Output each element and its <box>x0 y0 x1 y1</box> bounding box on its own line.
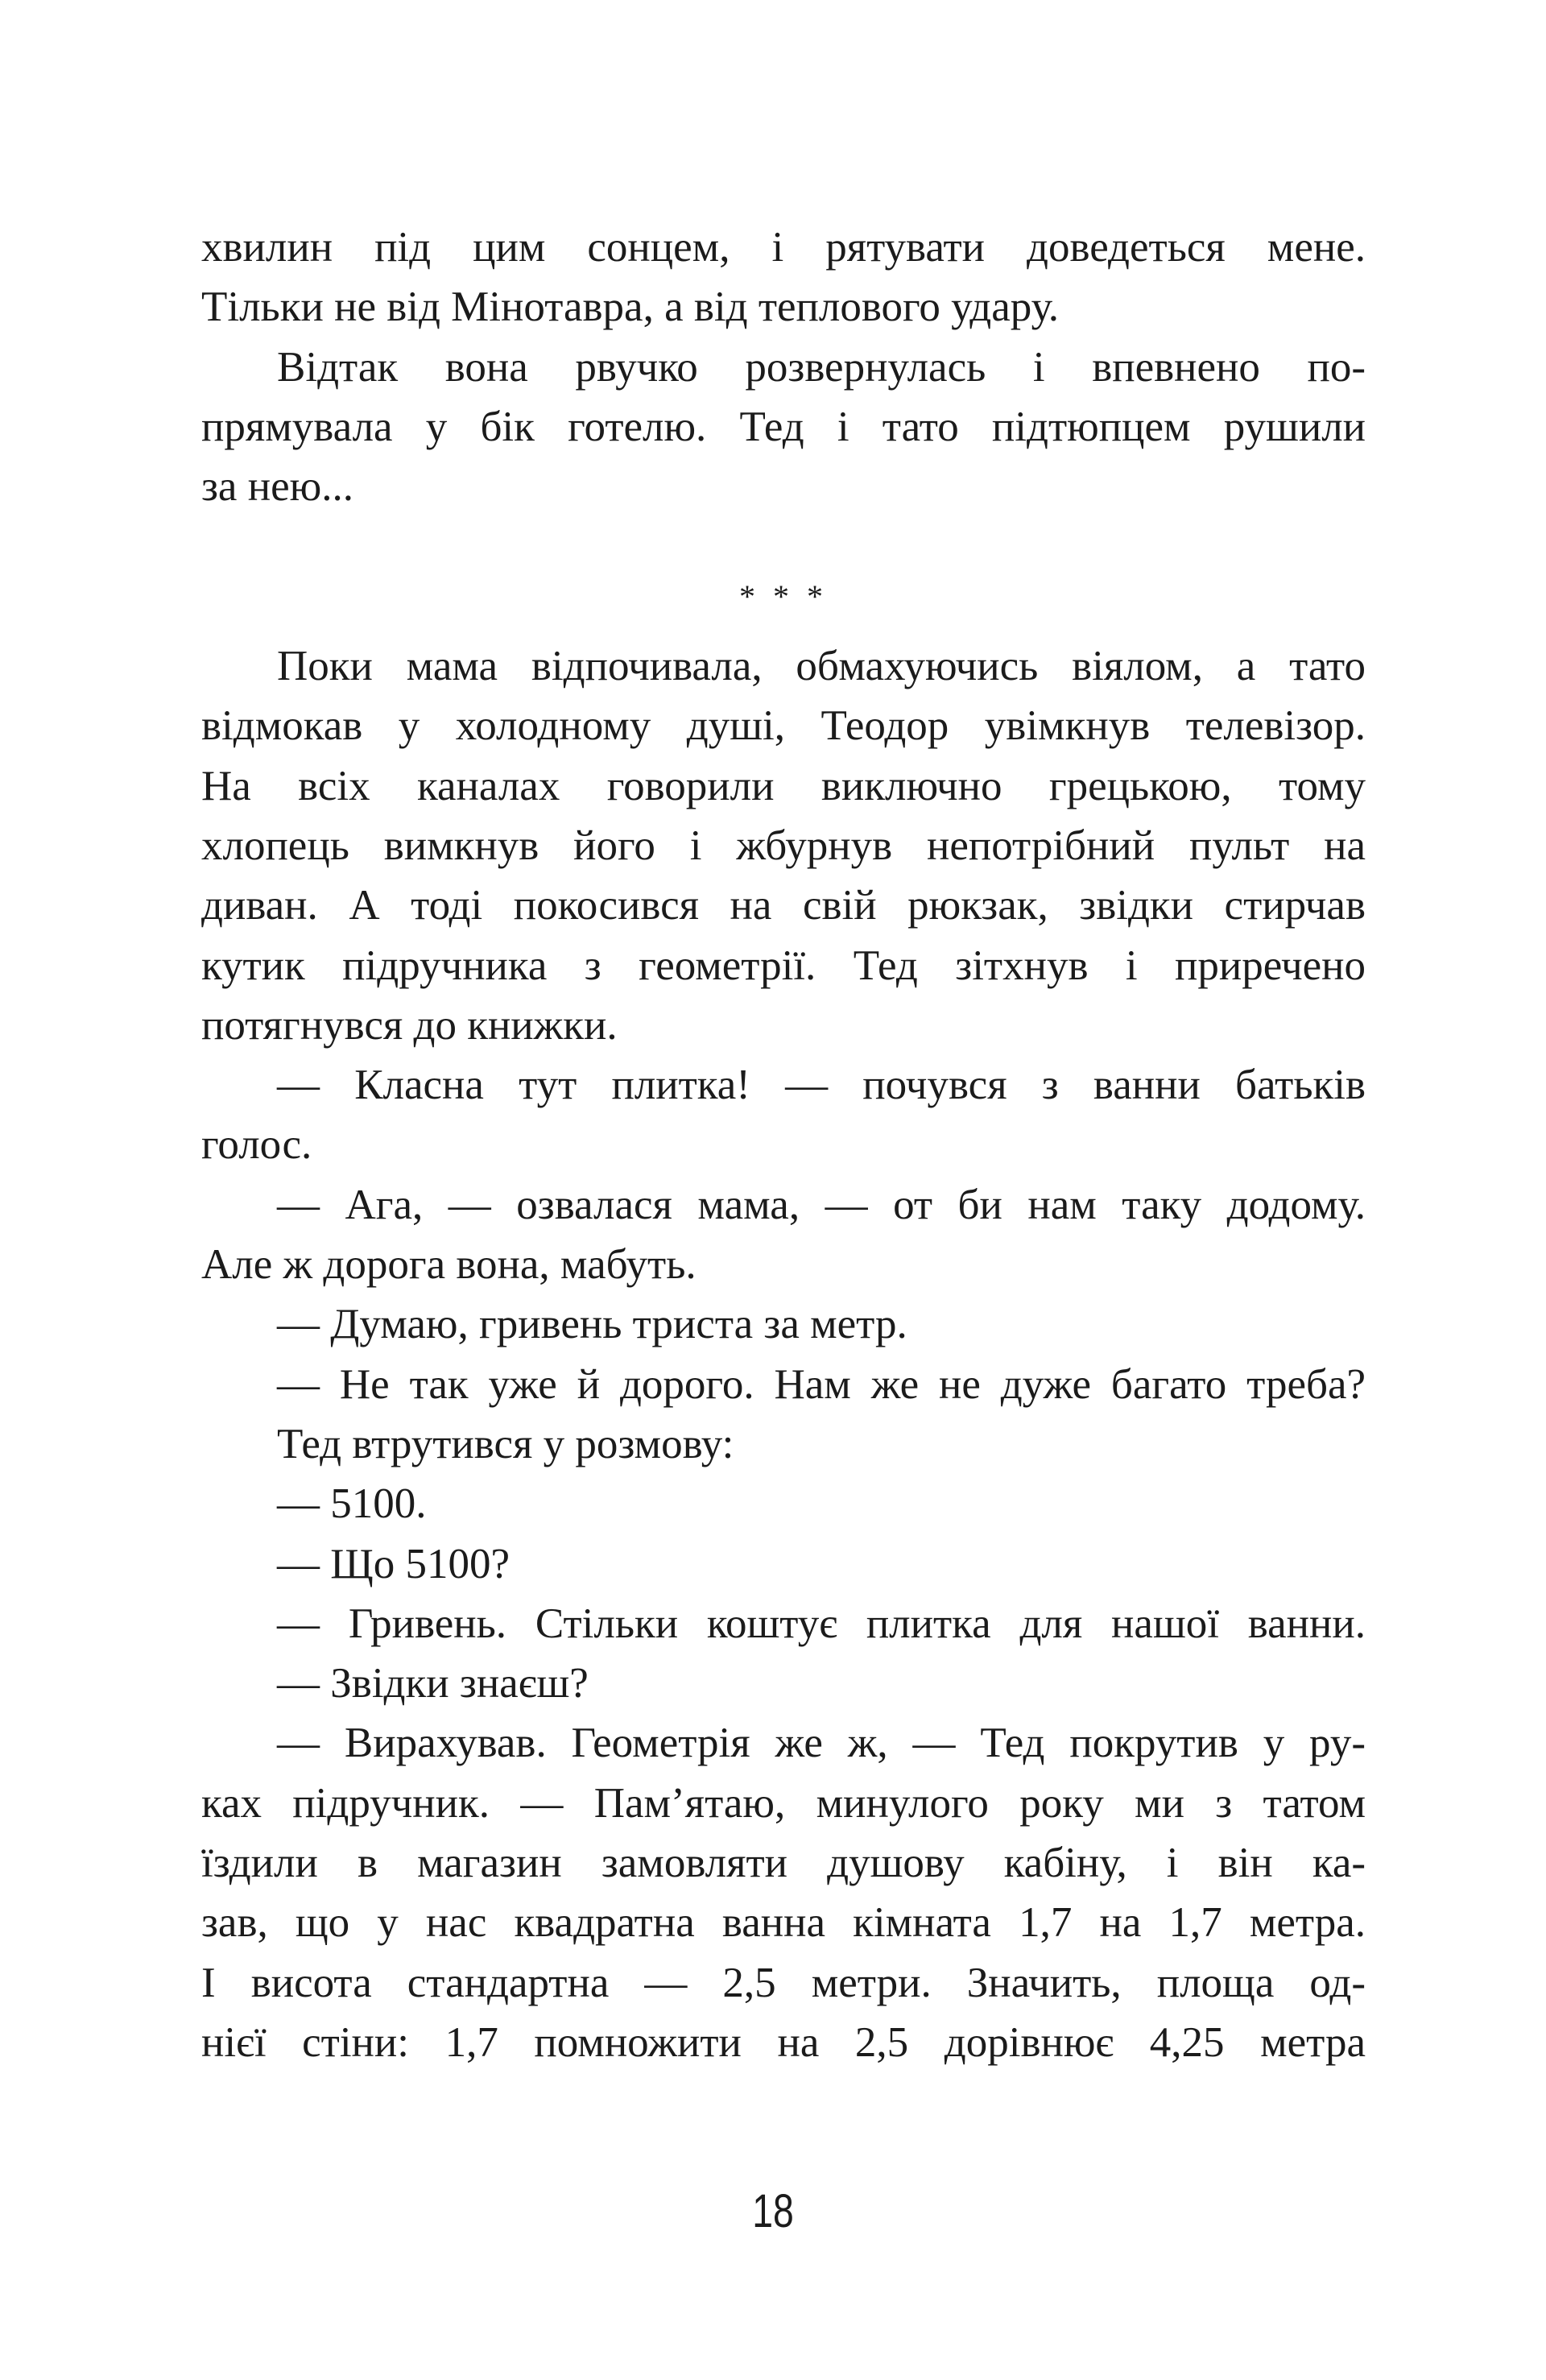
text-line: Поки мама відпочивала, обмахуючись віялом, а тато <box>277 643 1366 690</box>
page-number: 18 <box>752 2185 794 2237</box>
text-line: нієї стіни: 1,7 помножити на 2,5 дорівнює 4,25 метра <box>201 2018 1366 2066</box>
text-line: прямувала у бік готелю. Тед і тато підтюпцем рушили <box>201 403 1366 450</box>
text-line: їздили в магазин замовляти душову кабіну, і він ка- <box>201 1840 1366 1887</box>
text-line: голос. <box>201 1121 312 1169</box>
text-line: Але ж дорога вона, мабуть. <box>201 1241 697 1289</box>
text-line: Відтак вона рвучко розвернулась і впевнено по- <box>277 343 1366 391</box>
text-line: Тед втрутився у розмову: <box>277 1420 734 1467</box>
text-line: — Думаю, гривень триста за метр. <box>277 1301 907 1348</box>
text-line: — Гривень. Стільки коштує плитка для нашої ванни. <box>277 1600 1366 1647</box>
text-line: — Вирахував. Геометрія же ж, — Тед покрутив у ру- <box>277 1720 1366 1767</box>
text-line: кутик підручника з геометрії. Тед зітхнув і приречено <box>201 942 1366 989</box>
text-line: за нею... <box>201 463 353 511</box>
text-line: — Звідки знаєш? <box>277 1660 589 1707</box>
section-separator: * * * <box>739 578 828 615</box>
text-line: — Ага, — озвалася мама, — от би нам таку додому. <box>277 1181 1366 1228</box>
text-line: Тільки не від Мінотавра, а від теплового удару. <box>201 284 1060 331</box>
text-line: — Не так уже й дорого. Нам же не дуже багато треба? <box>277 1360 1366 1408</box>
text-line: ках підручник. — Пам’ятаю, минулого року ми з татом <box>201 1779 1366 1827</box>
text-line: На всіх каналах говорили виключно грецькою, тому <box>201 762 1366 809</box>
page-body <box>201 217 1366 2072</box>
text-line: І висота стандартна — 2,5 метри. Значить, площа од- <box>201 1959 1366 2006</box>
text-line: — Класна тут плитка! — почувся з ванни батьків <box>277 1062 1366 1109</box>
text-line: — Що 5100? <box>277 1540 510 1587</box>
text-line: хвилин під цим сонцем, і рятувати доведеться мене. <box>201 224 1366 271</box>
text-line: зав, що у нас квадратна ванна кімната 1,7 на 1,7 метра. <box>201 1899 1366 1947</box>
text-line: диван. А тоді покосився на свій рюкзак, звідки стирчав <box>201 882 1366 929</box>
text-line: хлопець вимкнув його і жбурнув непотрібний пульт на <box>201 822 1366 869</box>
text-line: потягнувся до книжки. <box>201 1001 618 1049</box>
text-line: — 5100. <box>277 1480 427 1528</box>
text-line: відмокав у холодному душі, Теодор увімкнув телевізор. <box>201 702 1366 750</box>
